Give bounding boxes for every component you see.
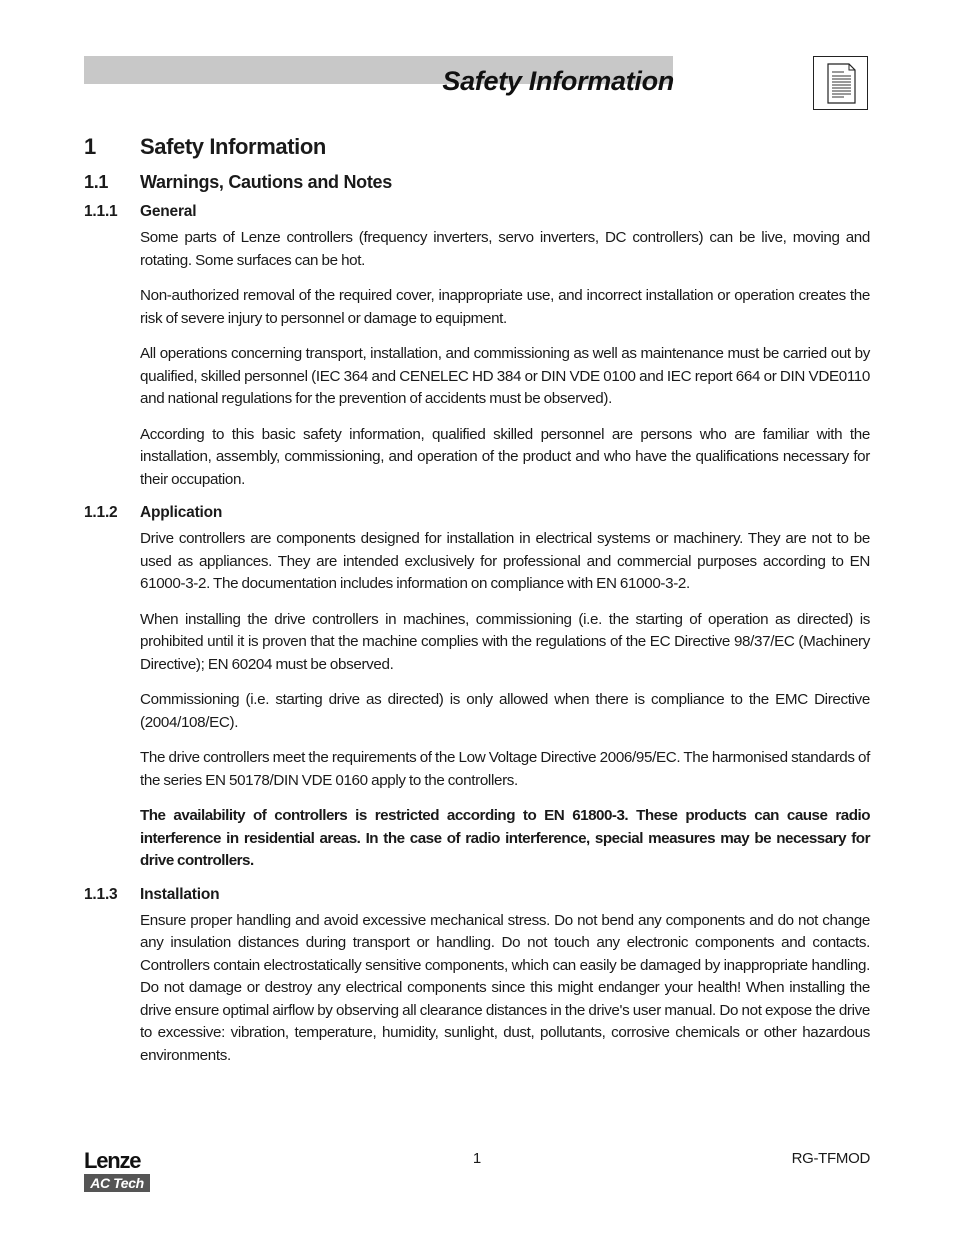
general-title: General (140, 203, 197, 220)
page-header-title: Safety Information (442, 66, 674, 96)
section-title: Safety Information (140, 134, 326, 159)
logo-actech-text: AC Tech (84, 1174, 150, 1192)
installation-number: 1.1.3 (84, 885, 118, 903)
general-paragraph: All operations concerning transport, installation, and commissioning as well as maintenance must be carried out by qualified, skilled personnel (IEC 364 and CENELEC HD 384 or DIN VDE 0100 and IEC report 664 or DIN VDE0110 and national regulations for the prevention of accidents must be observed). (140, 345, 870, 407)
subsection-title: Warnings, Cautions and Notes (140, 172, 392, 192)
application-paragraph: The drive controllers meet the requirements of the Low Voltage Directive 2006/95/EC. The harmonised standards of the series EN 50178/DIN VDE 0160 apply to the controllers. (140, 749, 870, 789)
page-number: 1 (472, 1150, 482, 1167)
application-paragraph: Commissioning (i.e. starting drive as directed) is only allowed when there is compliance to the EMC Directive (2004/108/EC). (140, 691, 870, 731)
page-content (84, 134, 870, 1080)
general-number: 1.1.1 (84, 203, 118, 220)
installation-title: Installation (140, 885, 220, 903)
general-paragraph: Non-authorized removal of the required cover, inappropriate use, and incorrect installation or operation creates the risk of severe injury to personnel or damage to equipment. (140, 287, 870, 327)
document-icon (813, 56, 868, 110)
application-paragraph: When installing the drive controllers in machines, commissioning (i.e. the starting of operation as directed) is prohibited until it is proven that the machine complies with the regulations of the EC Directive 98/37/EC (Machinery Directive); EN 60204 must be observed. (140, 610, 870, 673)
application-title: Application (140, 504, 223, 521)
subsection-heading (84, 172, 870, 193)
document-code: RG-TFMOD (791, 1150, 870, 1167)
general-paragraph: According to this basic safety information, qualified skilled personnel are persons who are familiar with the installation, assembly, commissioning, and operation of the product and who have the qualifications necessary for their occupation. (140, 425, 870, 488)
application-bold-note: The availability of controllers is restricted according to EN 61800-3. These products can cause radio interference in residential areas. In the case of radio interference, special measures may be necessary for drive controllers. (140, 807, 870, 869)
lenze-actech-logo (84, 1150, 154, 1196)
general-heading (84, 203, 870, 221)
section-number: 1 (84, 134, 96, 159)
application-heading (84, 504, 870, 522)
section-heading (84, 134, 870, 160)
application-number: 1.1.2 (84, 504, 118, 521)
installation-heading (84, 886, 870, 904)
application-paragraph: Drive controllers are components designed for installation in electrical systems or machinery. They are not to be used as appliances. They are intended exclusively for professional and commercial purposes according to EN 61000-3-2. The documentation includes information on compliance with EN 61000-3-2. (140, 530, 870, 592)
general-paragraph: Some parts of Lenze controllers (frequency inverters, servo inverters, DC controllers) can be live, moving and rotating. Some surfaces can be hot. (140, 229, 870, 269)
installation-paragraph: Ensure proper handling and avoid excessive mechanical stress. Do not bend any components and do not change any insulation distances during transport or handling. Do not touch any electronic components and contacts. Controllers contain electrostatically sensitive components, which can easily be damaged by inappropriate handling. Do not damage or destroy any electrical components since this might endanger your health! When installing the drive ensure optimal airflow by observing all clearance distances in the drive's user manual. Do not expose the drive to excessive: vibration, temperature, humidity, sunlight, dust, pollutants, corrosive chemicals or other hazardous environments. (140, 911, 870, 1064)
logo-lenze-text: Lenze (84, 1148, 141, 1173)
subsection-number: 1.1 (84, 172, 109, 192)
